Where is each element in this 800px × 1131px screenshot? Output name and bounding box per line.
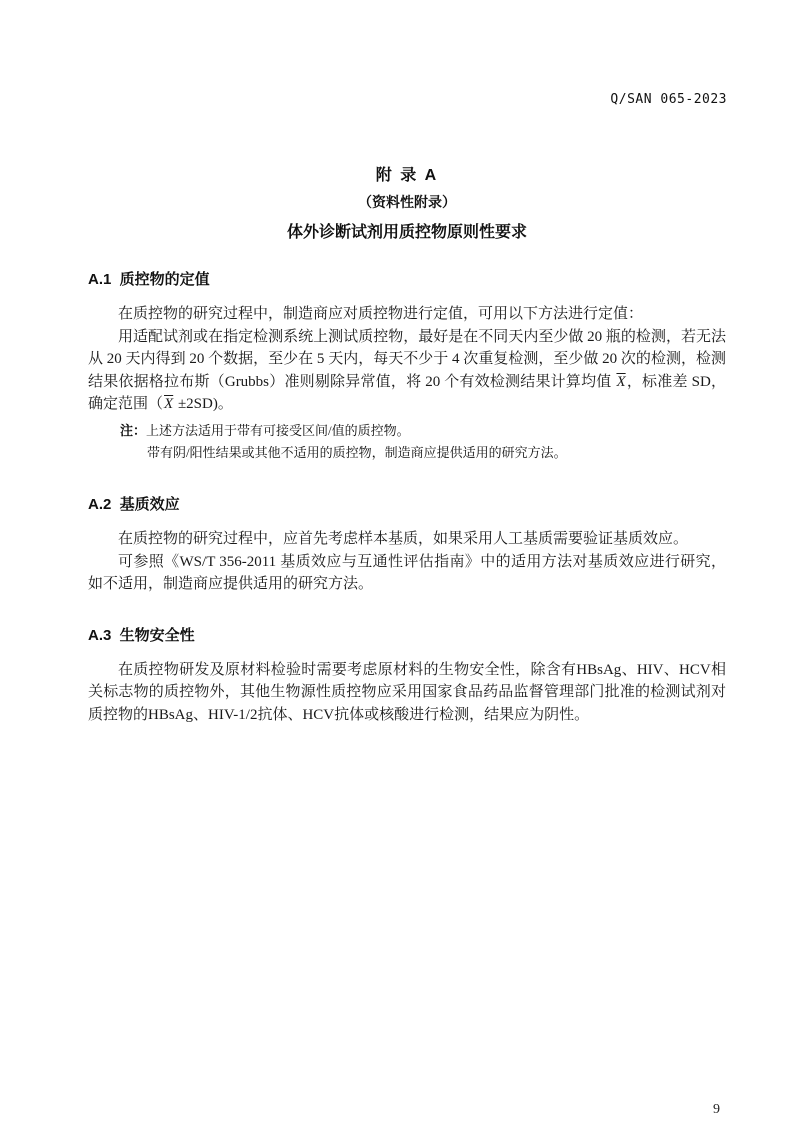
appendix-subtitle: （资料性附录）	[358, 194, 456, 210]
section-a2-heading: A.2 基质效应	[88, 496, 180, 513]
page-number: 9	[713, 1102, 720, 1117]
note-line-1-text: 上述方法适用于带有可接受区间/值的质控物。	[146, 422, 410, 438]
section-a2-paragraph-2: 可参照《WS/T 356-2011 基质效应与互通性评估指南》中的适用方法对基质效应进行研究，如不适用，制造商应提供适用的研究方法。	[88, 553, 726, 592]
section-a2-paragraph-1: 在质控物的研究过程中，应首先考虑样本基质，如果采用人工基质需要验证基质效应。	[118, 531, 689, 547]
note-label: 注：	[120, 422, 147, 438]
section-a1-note	[120, 420, 726, 466]
section-a3-heading: A.3 生物安全性	[88, 626, 195, 644]
a1-paragraph-2-text-mid: ，标准差 SD，确定范围（	[88, 373, 726, 412]
note-line-2: 带有阴/阳性结果或其他不适用的质控物，制造商应提供适用的研究方法。	[147, 445, 567, 461]
document-code-header: Q/SAN 065-2023	[610, 92, 727, 107]
x-bar-symbol: $\overline{X}$	[616, 373, 626, 390]
section-a1-heading: A.1 质控物的定值	[88, 271, 210, 288]
appendix-heading: 体外诊断试剂用质控物原则性要求	[286, 224, 527, 241]
note-line-1	[120, 420, 726, 443]
appendix-title-block	[88, 162, 726, 242]
x-bar-symbol: $\overline{X}$	[164, 396, 174, 412]
a1-paragraph-2-text-pre: 用适配试剂或在指定检测系统上测试质控物，最好是在不同天内至少做 20 瓶的检测，若无法从 20 天内得到 20 个数据，至少在 5 天内，每天不少于 4 次重复检测，至少做 20 次的检测，检测结果依据格拉布斯（Grubbs）准则剔除异常值，将 20 个有效检测结果计算均值	[88, 328, 726, 390]
document-content	[88, 162, 726, 726]
a1-paragraph-2-text-post: ±2SD)。	[174, 396, 233, 412]
section-a1-paragraph-1: 在质控物的研究过程中，制造商应对质控物进行定值，可用以下方法进行定值：	[118, 306, 644, 322]
section-a3-paragraph-1: 在质控物研发及原材料检验时需要考虑原材料的生物安全性，除含有HBsAg、HIV、HCV相关标志物的质控物外，其他生物源性质控物应采用国家食品药品监督管理部门批准的检测试剂对质控物的HBsAg、HIV-1/2抗体、HCV抗体或核酸进行检测，结果应为阴性。	[88, 661, 726, 723]
appendix-title: 附 录 A	[375, 167, 439, 184]
section-a1-paragraph-2	[88, 326, 726, 416]
